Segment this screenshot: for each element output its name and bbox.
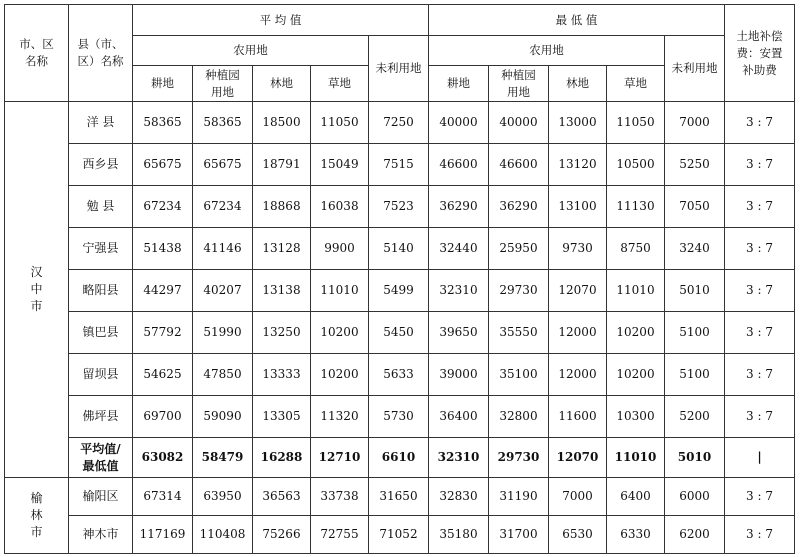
value-cell: 54625 bbox=[133, 354, 193, 396]
ratio-cell: 3 : 7 bbox=[725, 144, 795, 186]
value-cell: 5730 bbox=[369, 396, 429, 438]
value-cell: 10200 bbox=[311, 312, 369, 354]
county-cell: 佛坪县 bbox=[69, 396, 133, 438]
summary-row bbox=[5, 438, 795, 478]
value-cell: 12000 bbox=[549, 354, 607, 396]
value-cell: 32440 bbox=[429, 228, 489, 270]
value-cell: 13138 bbox=[253, 270, 311, 312]
value-cell: 65675 bbox=[193, 144, 253, 186]
value-cell: 5100 bbox=[665, 354, 725, 396]
value-cell: 35100 bbox=[489, 354, 549, 396]
value-cell: 40000 bbox=[489, 102, 549, 144]
county-cell: 洋 县 bbox=[69, 102, 133, 144]
value-cell: 6200 bbox=[665, 516, 725, 554]
city-cell-hanzhong: 汉 中 市 bbox=[5, 102, 69, 478]
value-cell: 13128 bbox=[253, 228, 311, 270]
value-cell: 7523 bbox=[369, 186, 429, 228]
value-cell: 18868 bbox=[253, 186, 311, 228]
value-cell: 39650 bbox=[429, 312, 489, 354]
header-min-cultivated: 耕地 bbox=[429, 66, 489, 102]
table-row bbox=[5, 228, 795, 270]
value-cell: 11320 bbox=[311, 396, 369, 438]
summary-value-cell: 32310 bbox=[429, 438, 489, 478]
table-row bbox=[5, 144, 795, 186]
county-cell: 镇巴县 bbox=[69, 312, 133, 354]
ratio-cell: 3 : 7 bbox=[725, 478, 795, 516]
value-cell: 59090 bbox=[193, 396, 253, 438]
table-row bbox=[5, 354, 795, 396]
value-cell: 15049 bbox=[311, 144, 369, 186]
value-cell: 32800 bbox=[489, 396, 549, 438]
value-cell: 40207 bbox=[193, 270, 253, 312]
table-row bbox=[5, 270, 795, 312]
value-cell: 71052 bbox=[369, 516, 429, 554]
value-cell: 10500 bbox=[607, 144, 665, 186]
value-cell: 46600 bbox=[429, 144, 489, 186]
value-cell: 51438 bbox=[133, 228, 193, 270]
value-cell: 63950 bbox=[193, 478, 253, 516]
value-cell: 58365 bbox=[133, 102, 193, 144]
value-cell: 46600 bbox=[489, 144, 549, 186]
value-cell: 18500 bbox=[253, 102, 311, 144]
value-cell: 36563 bbox=[253, 478, 311, 516]
value-cell: 39000 bbox=[429, 354, 489, 396]
value-cell: 3240 bbox=[665, 228, 725, 270]
value-cell: 36290 bbox=[489, 186, 549, 228]
header-avg-grass: 草地 bbox=[311, 66, 369, 102]
header-minimum: 最 低 值 bbox=[429, 5, 725, 36]
value-cell: 31650 bbox=[369, 478, 429, 516]
table-row bbox=[5, 312, 795, 354]
value-cell: 36400 bbox=[429, 396, 489, 438]
county-cell: 神木市 bbox=[69, 516, 133, 554]
value-cell: 7250 bbox=[369, 102, 429, 144]
value-cell: 5450 bbox=[369, 312, 429, 354]
value-cell: 7050 bbox=[665, 186, 725, 228]
value-cell: 9900 bbox=[311, 228, 369, 270]
value-cell: 10200 bbox=[607, 312, 665, 354]
table-row bbox=[5, 478, 795, 516]
summary-ratio-cell: | bbox=[725, 438, 795, 478]
value-cell: 40000 bbox=[429, 102, 489, 144]
value-cell: 7000 bbox=[665, 102, 725, 144]
value-cell: 57792 bbox=[133, 312, 193, 354]
value-cell: 5010 bbox=[665, 270, 725, 312]
header-avg-cultivated: 耕地 bbox=[133, 66, 193, 102]
value-cell: 12000 bbox=[549, 312, 607, 354]
value-cell: 58365 bbox=[193, 102, 253, 144]
value-cell: 5140 bbox=[369, 228, 429, 270]
value-cell: 75266 bbox=[253, 516, 311, 554]
value-cell: 11050 bbox=[311, 102, 369, 144]
header-min-farmland: 农用地 bbox=[429, 36, 665, 66]
value-cell: 7000 bbox=[549, 478, 607, 516]
value-cell: 35180 bbox=[429, 516, 489, 554]
value-cell: 11010 bbox=[607, 270, 665, 312]
county-cell: 略阳县 bbox=[69, 270, 133, 312]
header-county: 县（市、 区）名称 bbox=[69, 5, 133, 102]
summary-value-cell: 6610 bbox=[369, 438, 429, 478]
ratio-cell: 3 : 7 bbox=[725, 396, 795, 438]
county-cell: 榆阳区 bbox=[69, 478, 133, 516]
value-cell: 11600 bbox=[549, 396, 607, 438]
value-cell: 32830 bbox=[429, 478, 489, 516]
value-cell: 13250 bbox=[253, 312, 311, 354]
value-cell: 13000 bbox=[549, 102, 607, 144]
value-cell: 5250 bbox=[665, 144, 725, 186]
value-cell: 47850 bbox=[193, 354, 253, 396]
summary-value-cell: 16288 bbox=[253, 438, 311, 478]
value-cell: 67314 bbox=[133, 478, 193, 516]
value-cell: 33738 bbox=[311, 478, 369, 516]
value-cell: 5100 bbox=[665, 312, 725, 354]
value-cell: 32310 bbox=[429, 270, 489, 312]
summary-value-cell: 11010 bbox=[607, 438, 665, 478]
value-cell: 110408 bbox=[193, 516, 253, 554]
value-cell: 6000 bbox=[665, 478, 725, 516]
table-row bbox=[5, 396, 795, 438]
value-cell: 31700 bbox=[489, 516, 549, 554]
header-min-grass: 草地 bbox=[607, 66, 665, 102]
header-min-unused: 未利用地 bbox=[665, 36, 725, 102]
value-cell: 7515 bbox=[369, 144, 429, 186]
header-avg-farmland: 农用地 bbox=[133, 36, 369, 66]
summary-label-cell: 平均值/ 最低值 bbox=[69, 438, 133, 478]
value-cell: 72755 bbox=[311, 516, 369, 554]
county-cell: 留坝县 bbox=[69, 354, 133, 396]
summary-value-cell: 12710 bbox=[311, 438, 369, 478]
header-city: 市、区 名称 bbox=[5, 5, 69, 102]
value-cell: 13333 bbox=[253, 354, 311, 396]
compensation-table-container bbox=[4, 4, 795, 554]
table-row bbox=[5, 186, 795, 228]
value-cell: 18791 bbox=[253, 144, 311, 186]
ratio-cell: 3 : 7 bbox=[725, 354, 795, 396]
value-cell: 6330 bbox=[607, 516, 665, 554]
county-cell: 西乡县 bbox=[69, 144, 133, 186]
value-cell: 5499 bbox=[369, 270, 429, 312]
value-cell: 8750 bbox=[607, 228, 665, 270]
value-cell: 25950 bbox=[489, 228, 549, 270]
header-avg-forest: 林地 bbox=[253, 66, 311, 102]
summary-value-cell: 12070 bbox=[549, 438, 607, 478]
header-min-forest: 林地 bbox=[549, 66, 607, 102]
value-cell: 11050 bbox=[607, 102, 665, 144]
county-cell: 勉 县 bbox=[69, 186, 133, 228]
value-cell: 65675 bbox=[133, 144, 193, 186]
value-cell: 31190 bbox=[489, 478, 549, 516]
value-cell: 36290 bbox=[429, 186, 489, 228]
summary-value-cell: 58479 bbox=[193, 438, 253, 478]
value-cell: 6530 bbox=[549, 516, 607, 554]
county-cell: 宁强县 bbox=[69, 228, 133, 270]
ratio-cell: 3 : 7 bbox=[725, 186, 795, 228]
value-cell: 35550 bbox=[489, 312, 549, 354]
value-cell: 9730 bbox=[549, 228, 607, 270]
city-cell-yulin: 榆 林 市 bbox=[5, 478, 69, 554]
value-cell: 13100 bbox=[549, 186, 607, 228]
value-cell: 41146 bbox=[193, 228, 253, 270]
value-cell: 5633 bbox=[369, 354, 429, 396]
value-cell: 11130 bbox=[607, 186, 665, 228]
value-cell: 6400 bbox=[607, 478, 665, 516]
value-cell: 44297 bbox=[133, 270, 193, 312]
header-avg-plantation: 种植园 用地 bbox=[193, 66, 253, 102]
summary-value-cell: 63082 bbox=[133, 438, 193, 478]
value-cell: 10200 bbox=[311, 354, 369, 396]
ratio-cell: 3 : 7 bbox=[725, 102, 795, 144]
value-cell: 13305 bbox=[253, 396, 311, 438]
value-cell: 10200 bbox=[607, 354, 665, 396]
ratio-cell: 3 : 7 bbox=[725, 516, 795, 554]
ratio-cell: 3 : 7 bbox=[725, 270, 795, 312]
header-min-plantation: 种植园 用地 bbox=[489, 66, 549, 102]
value-cell: 69700 bbox=[133, 396, 193, 438]
value-cell: 16038 bbox=[311, 186, 369, 228]
value-cell: 13120 bbox=[549, 144, 607, 186]
table-row bbox=[5, 516, 795, 554]
value-cell: 51990 bbox=[193, 312, 253, 354]
value-cell: 5200 bbox=[665, 396, 725, 438]
table-row bbox=[5, 102, 795, 144]
summary-value-cell: 29730 bbox=[489, 438, 549, 478]
value-cell: 10300 bbox=[607, 396, 665, 438]
value-cell: 12070 bbox=[549, 270, 607, 312]
summary-value-cell: 5010 bbox=[665, 438, 725, 478]
ratio-cell: 3 : 7 bbox=[725, 312, 795, 354]
value-cell: 117169 bbox=[133, 516, 193, 554]
header-avg-unused: 未利用地 bbox=[369, 36, 429, 102]
header-comp-ratio: 土地补偿 费：安置 补助费 bbox=[725, 5, 795, 102]
land-compensation-table bbox=[4, 4, 795, 554]
value-cell: 29730 bbox=[489, 270, 549, 312]
header-average: 平 均 值 bbox=[133, 5, 429, 36]
value-cell: 11010 bbox=[311, 270, 369, 312]
value-cell: 67234 bbox=[133, 186, 193, 228]
value-cell: 67234 bbox=[193, 186, 253, 228]
ratio-cell: 3 : 7 bbox=[725, 228, 795, 270]
